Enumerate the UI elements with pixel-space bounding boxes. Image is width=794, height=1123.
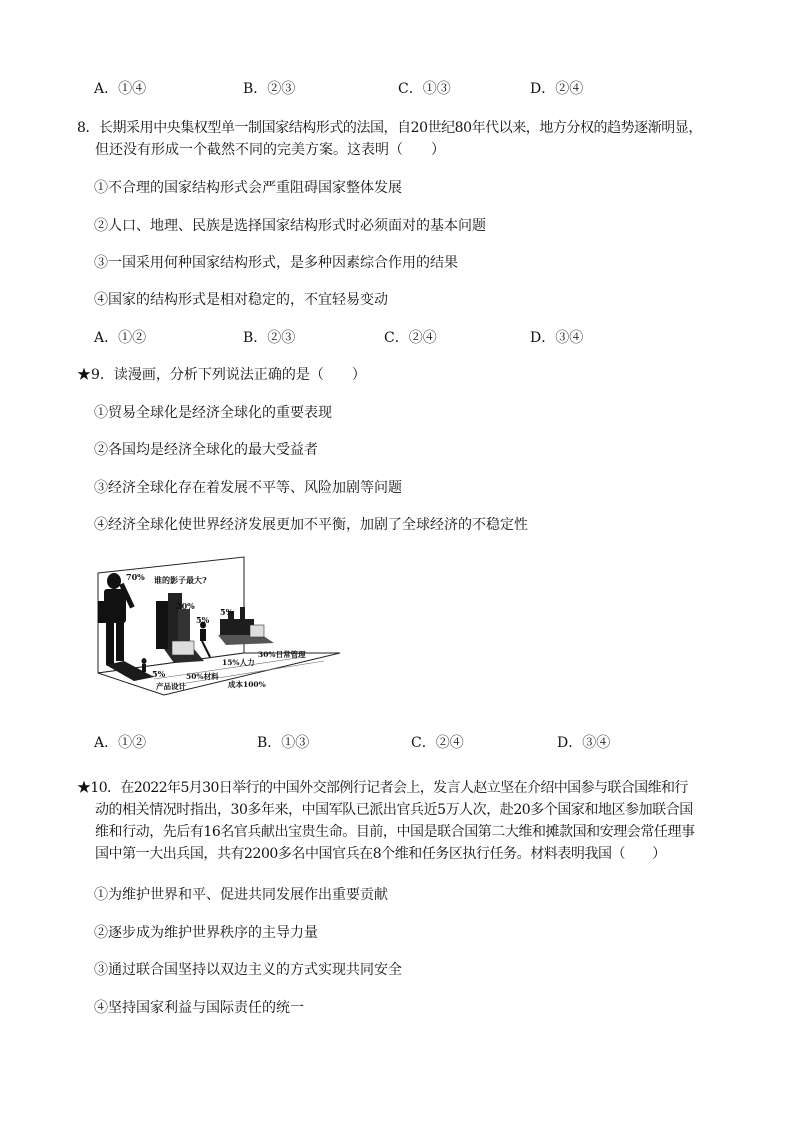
q9-option-c[interactable]: C．②④ [411, 735, 464, 751]
q9-statement-3: ③经济全球化存在着发展不平等、风险加剧等问题 [94, 480, 402, 496]
q8-statement-2: ②人口、地理、民族是选择国家结构形式时必须面对的基本问题 [94, 218, 486, 234]
q10-statement-1: ①为维护世界和平、促进共同发展作出重要贡献 [94, 887, 388, 903]
label-daily-management: 30%日常管理 [258, 650, 306, 659]
q7-option-a[interactable]: A．①④ [94, 81, 147, 97]
q8-stem-line-1: 8．长期采用中央集权型单一制国家结构形式的法国，自20世纪80年代以来，地方分权的趋势逐渐明显， [77, 120, 702, 136]
q7-options [0, 79, 794, 99]
q10-stem [77, 777, 695, 865]
q7-option-d[interactable]: D．②④ [530, 81, 584, 97]
label-product-design: 产品设计 [156, 682, 186, 691]
cartoon-who-has-biggest-shadow [94, 553, 344, 701]
q8-stem [77, 117, 702, 161]
q10-stem-line-3: 维和行动，先后有16名官兵献出宝贵生命。目前，中国是联合国第二大维和摊款国和安理会常任理事 [95, 824, 695, 840]
q8-option-c[interactable]: C．②④ [384, 330, 437, 346]
q10-statement-2: ②逐步成为维护世界秩序的主导力量 [94, 925, 318, 941]
q9-statement-2: ②各国均是经济全球化的最大受益者 [94, 442, 318, 458]
q9-stem: ★9．读漫画，分析下列说法正确的是（ ） [77, 367, 366, 383]
label-5-c: 5% [220, 607, 234, 617]
label-5-a: 5% [152, 669, 166, 679]
label-material: 50%材料 [186, 672, 219, 681]
q8-options [0, 328, 794, 348]
q8-option-d[interactable]: D．③④ [530, 330, 584, 346]
q9-options [0, 733, 794, 753]
q9-statement-4: ④经济全球化使世界经济发展更加不平衡，加剧了全球经济的不稳定性 [94, 517, 528, 533]
q9-statement-1: ①贸易全球化是经济全球化的重要表现 [94, 405, 332, 421]
label-cost-total: 成本100% [228, 680, 266, 689]
q9-option-a[interactable]: A．①② [94, 735, 147, 751]
q10-statement-4: ④坚持国家利益与国际责任的统一 [94, 1000, 304, 1016]
q7-option-c[interactable]: C．①③ [398, 81, 451, 97]
q9-option-d[interactable]: D．③④ [557, 735, 611, 751]
q10-stem-line-4: 国中第一大出兵国，共有2200多名中国官兵在8个维和任务区执行任务。材料表明我国（ ） [95, 846, 666, 862]
label-70: 70% [126, 572, 145, 582]
q8-statement-3: ③一国采用何种国家结构形式，是多种因素综合作用的结果 [94, 255, 458, 271]
label-labor: 15%人力 [222, 658, 255, 667]
q8-stem-line-2: 但还没有形成一个截然不同的完美方案。这表明（ ） [95, 142, 445, 158]
q7-option-b[interactable]: B．②③ [243, 81, 296, 97]
designer-figure [142, 658, 147, 672]
q10-stem-line-1: ★10．在2022年5月30日举行的中国外交部例行记者会上，发言人赵立坚在介绍中国参与联合国维和行 [77, 780, 688, 796]
q10-stem-line-2: 动的相关情况时指出，30多年来，中国军队已派出官兵近5万人次，赴20多个国家和地区参加联合国 [95, 802, 693, 818]
label-5-b: 5% [196, 615, 210, 625]
q8-option-a[interactable]: A．①② [94, 330, 147, 346]
q10-statement-3: ③通过联合国坚持以双边主义的方式实现共同安全 [94, 962, 402, 978]
q8-option-b[interactable]: B．②③ [243, 330, 296, 346]
q8-statement-1: ①不合理的国家结构形式会严重阻碍国家整体发展 [94, 180, 402, 196]
cartoon-title: 谁的影子最大? [154, 575, 207, 585]
q9-option-b[interactable]: B．①③ [257, 735, 310, 751]
q8-statement-4: ④国家的结构形式是相对稳定的，不宜轻易变动 [94, 292, 388, 308]
label-20: 20% [176, 601, 195, 611]
